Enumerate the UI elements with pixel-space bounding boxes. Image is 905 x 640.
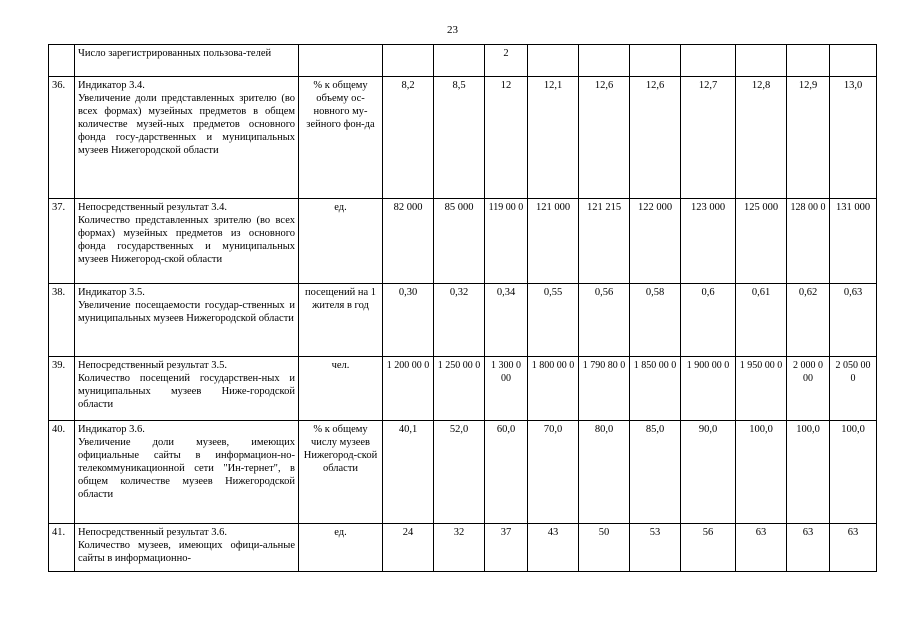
indicator-description: Количество посещений государствен-ных и муниципальных музеев Ниже-городской области bbox=[78, 373, 295, 410]
row-number: 38. bbox=[49, 284, 75, 357]
indicator-description: Увеличение доли музеев, имеющих официальные сайты в информацион-но-телекоммуникационной сети "Ин-тернет", в общем количестве музеев Нижегородской области bbox=[78, 437, 295, 500]
value-cell: 37 bbox=[485, 524, 528, 572]
value-cell bbox=[383, 45, 434, 77]
indicator-description-cell bbox=[75, 199, 299, 284]
value-cell: 63 bbox=[830, 524, 877, 572]
table-row bbox=[49, 199, 877, 284]
unit-of-measure: ед. bbox=[299, 199, 383, 284]
value-cell: 80,0 bbox=[579, 421, 630, 524]
value-cell: 100,0 bbox=[787, 421, 830, 524]
value-cell bbox=[736, 45, 787, 77]
value-cell: 1 900 00 0 bbox=[681, 357, 736, 421]
value-cell: 56 bbox=[681, 524, 736, 572]
indicator-description: Увеличение посещаемости государ-ственных и муниципальных музеев Нижегородской области bbox=[78, 300, 295, 324]
value-cell: 52,0 bbox=[434, 421, 485, 524]
indicator-description-cell bbox=[75, 77, 299, 199]
value-cell: 0,6 bbox=[681, 284, 736, 357]
value-cell: 12,9 bbox=[787, 77, 830, 199]
value-cell: 13,0 bbox=[830, 77, 877, 199]
value-cell: 85 000 bbox=[434, 199, 485, 284]
value-cell: 63 bbox=[736, 524, 787, 572]
value-cell: 125 000 bbox=[736, 199, 787, 284]
table-row bbox=[49, 357, 877, 421]
row-number bbox=[49, 45, 75, 77]
table-row bbox=[49, 45, 877, 77]
value-cell: 0,34 bbox=[485, 284, 528, 357]
value-cell: 53 bbox=[630, 524, 681, 572]
value-cell: 2 050 00 0 bbox=[830, 357, 877, 421]
indicator-title: Непосредственный результат 3.6. bbox=[78, 527, 227, 538]
table-row bbox=[49, 284, 877, 357]
value-cell: 12 bbox=[485, 77, 528, 199]
table-row bbox=[49, 421, 877, 524]
indicator-description: Количество музеев, имеющих офици-альные сайты в информационно- bbox=[78, 540, 295, 564]
value-cell: 0,62 bbox=[787, 284, 830, 357]
value-cell: 0,58 bbox=[630, 284, 681, 357]
value-cell: 100,0 bbox=[736, 421, 787, 524]
unit-of-measure: % к общему числу музеев Нижегород-ской области bbox=[299, 421, 383, 524]
indicator-description-cell bbox=[75, 284, 299, 357]
value-cell: 8,5 bbox=[434, 77, 485, 199]
value-cell: 50 bbox=[579, 524, 630, 572]
unit-of-measure: чел. bbox=[299, 357, 383, 421]
indicator-description-cell bbox=[75, 357, 299, 421]
indicator-description-cell bbox=[75, 524, 299, 572]
unit-of-measure: % к общему объему ос-новного му-зейного фон-да bbox=[299, 77, 383, 199]
indicator-title: Непосредственный результат 3.5. bbox=[78, 360, 227, 371]
value-cell: 128 00 0 bbox=[787, 199, 830, 284]
value-cell: 0,30 bbox=[383, 284, 434, 357]
row-number: 37. bbox=[49, 199, 75, 284]
value-cell: 43 bbox=[528, 524, 579, 572]
row-number: 40. bbox=[49, 421, 75, 524]
value-cell: 1 790 80 0 bbox=[579, 357, 630, 421]
value-cell: 12,7 bbox=[681, 77, 736, 199]
value-cell: 1 300 0 00 bbox=[485, 357, 528, 421]
value-cell bbox=[830, 45, 877, 77]
value-cell: 121 215 bbox=[579, 199, 630, 284]
value-cell: 122 000 bbox=[630, 199, 681, 284]
indicators-table bbox=[48, 44, 877, 572]
value-cell: 8,2 bbox=[383, 77, 434, 199]
value-cell: 1 200 00 0 bbox=[383, 357, 434, 421]
table-row bbox=[49, 77, 877, 199]
indicator-description-cell bbox=[75, 421, 299, 524]
indicator-title: Непосредственный результат 3.4. bbox=[78, 202, 227, 213]
value-cell: 12,6 bbox=[579, 77, 630, 199]
value-cell: 70,0 bbox=[528, 421, 579, 524]
unit-of-measure: посещений на 1 жителя в год bbox=[299, 284, 383, 357]
value-cell: 119 00 0 bbox=[485, 199, 528, 284]
unit-of-measure bbox=[299, 45, 383, 77]
value-cell: 1 800 00 0 bbox=[528, 357, 579, 421]
value-cell: 2 000 0 00 bbox=[787, 357, 830, 421]
row-number: 41. bbox=[49, 524, 75, 572]
value-cell: 0,32 bbox=[434, 284, 485, 357]
value-cell: 0,55 bbox=[528, 284, 579, 357]
value-cell: 40,1 bbox=[383, 421, 434, 524]
value-cell: 85,0 bbox=[630, 421, 681, 524]
indicator-title: Индикатор 3.6. bbox=[78, 424, 145, 435]
indicator-description: Число зарегистрированных пользова-телей bbox=[78, 48, 272, 59]
value-cell bbox=[579, 45, 630, 77]
row-number: 39. bbox=[49, 357, 75, 421]
value-cell: 82 000 bbox=[383, 199, 434, 284]
value-cell bbox=[681, 45, 736, 77]
row-number: 36. bbox=[49, 77, 75, 199]
indicator-description-cell bbox=[75, 45, 299, 77]
indicator-description: Количество представленных зрителю (во всех формах) музейных предметов из основного фонда государственных и муниципальных музеев Нижегород-ской области bbox=[78, 215, 295, 265]
value-cell: 12,8 bbox=[736, 77, 787, 199]
indicator-description: Увеличение доли представленных зрителю (во всех формах) музейных предметов в общем количестве музей-ных предметов основного фонда госу-дарственных и муниципальных музеев Нижегородской области bbox=[78, 93, 295, 156]
value-cell: 1 850 00 0 bbox=[630, 357, 681, 421]
value-cell bbox=[787, 45, 830, 77]
value-cell: 12,6 bbox=[630, 77, 681, 199]
value-cell: 100,0 bbox=[830, 421, 877, 524]
value-cell: 0,63 bbox=[830, 284, 877, 357]
indicator-title: Индикатор 3.4. bbox=[78, 80, 145, 91]
value-cell bbox=[630, 45, 681, 77]
value-cell: 131 000 bbox=[830, 199, 877, 284]
value-cell: 0,61 bbox=[736, 284, 787, 357]
value-cell: 121 000 bbox=[528, 199, 579, 284]
value-cell bbox=[434, 45, 485, 77]
value-cell: 1 950 00 0 bbox=[736, 357, 787, 421]
value-cell: 123 000 bbox=[681, 199, 736, 284]
table-body bbox=[49, 45, 877, 572]
value-cell: 60,0 bbox=[485, 421, 528, 524]
table-row bbox=[49, 524, 877, 572]
value-cell: 32 bbox=[434, 524, 485, 572]
indicator-title: Индикатор 3.5. bbox=[78, 287, 145, 298]
value-cell: 24 bbox=[383, 524, 434, 572]
value-cell: 1 250 00 0 bbox=[434, 357, 485, 421]
value-cell: 90,0 bbox=[681, 421, 736, 524]
value-cell: 0,56 bbox=[579, 284, 630, 357]
value-cell: 2 bbox=[485, 45, 528, 77]
value-cell: 63 bbox=[787, 524, 830, 572]
value-cell bbox=[528, 45, 579, 77]
page-number: 23 bbox=[447, 24, 458, 36]
unit-of-measure: ед. bbox=[299, 524, 383, 572]
value-cell: 12,1 bbox=[528, 77, 579, 199]
